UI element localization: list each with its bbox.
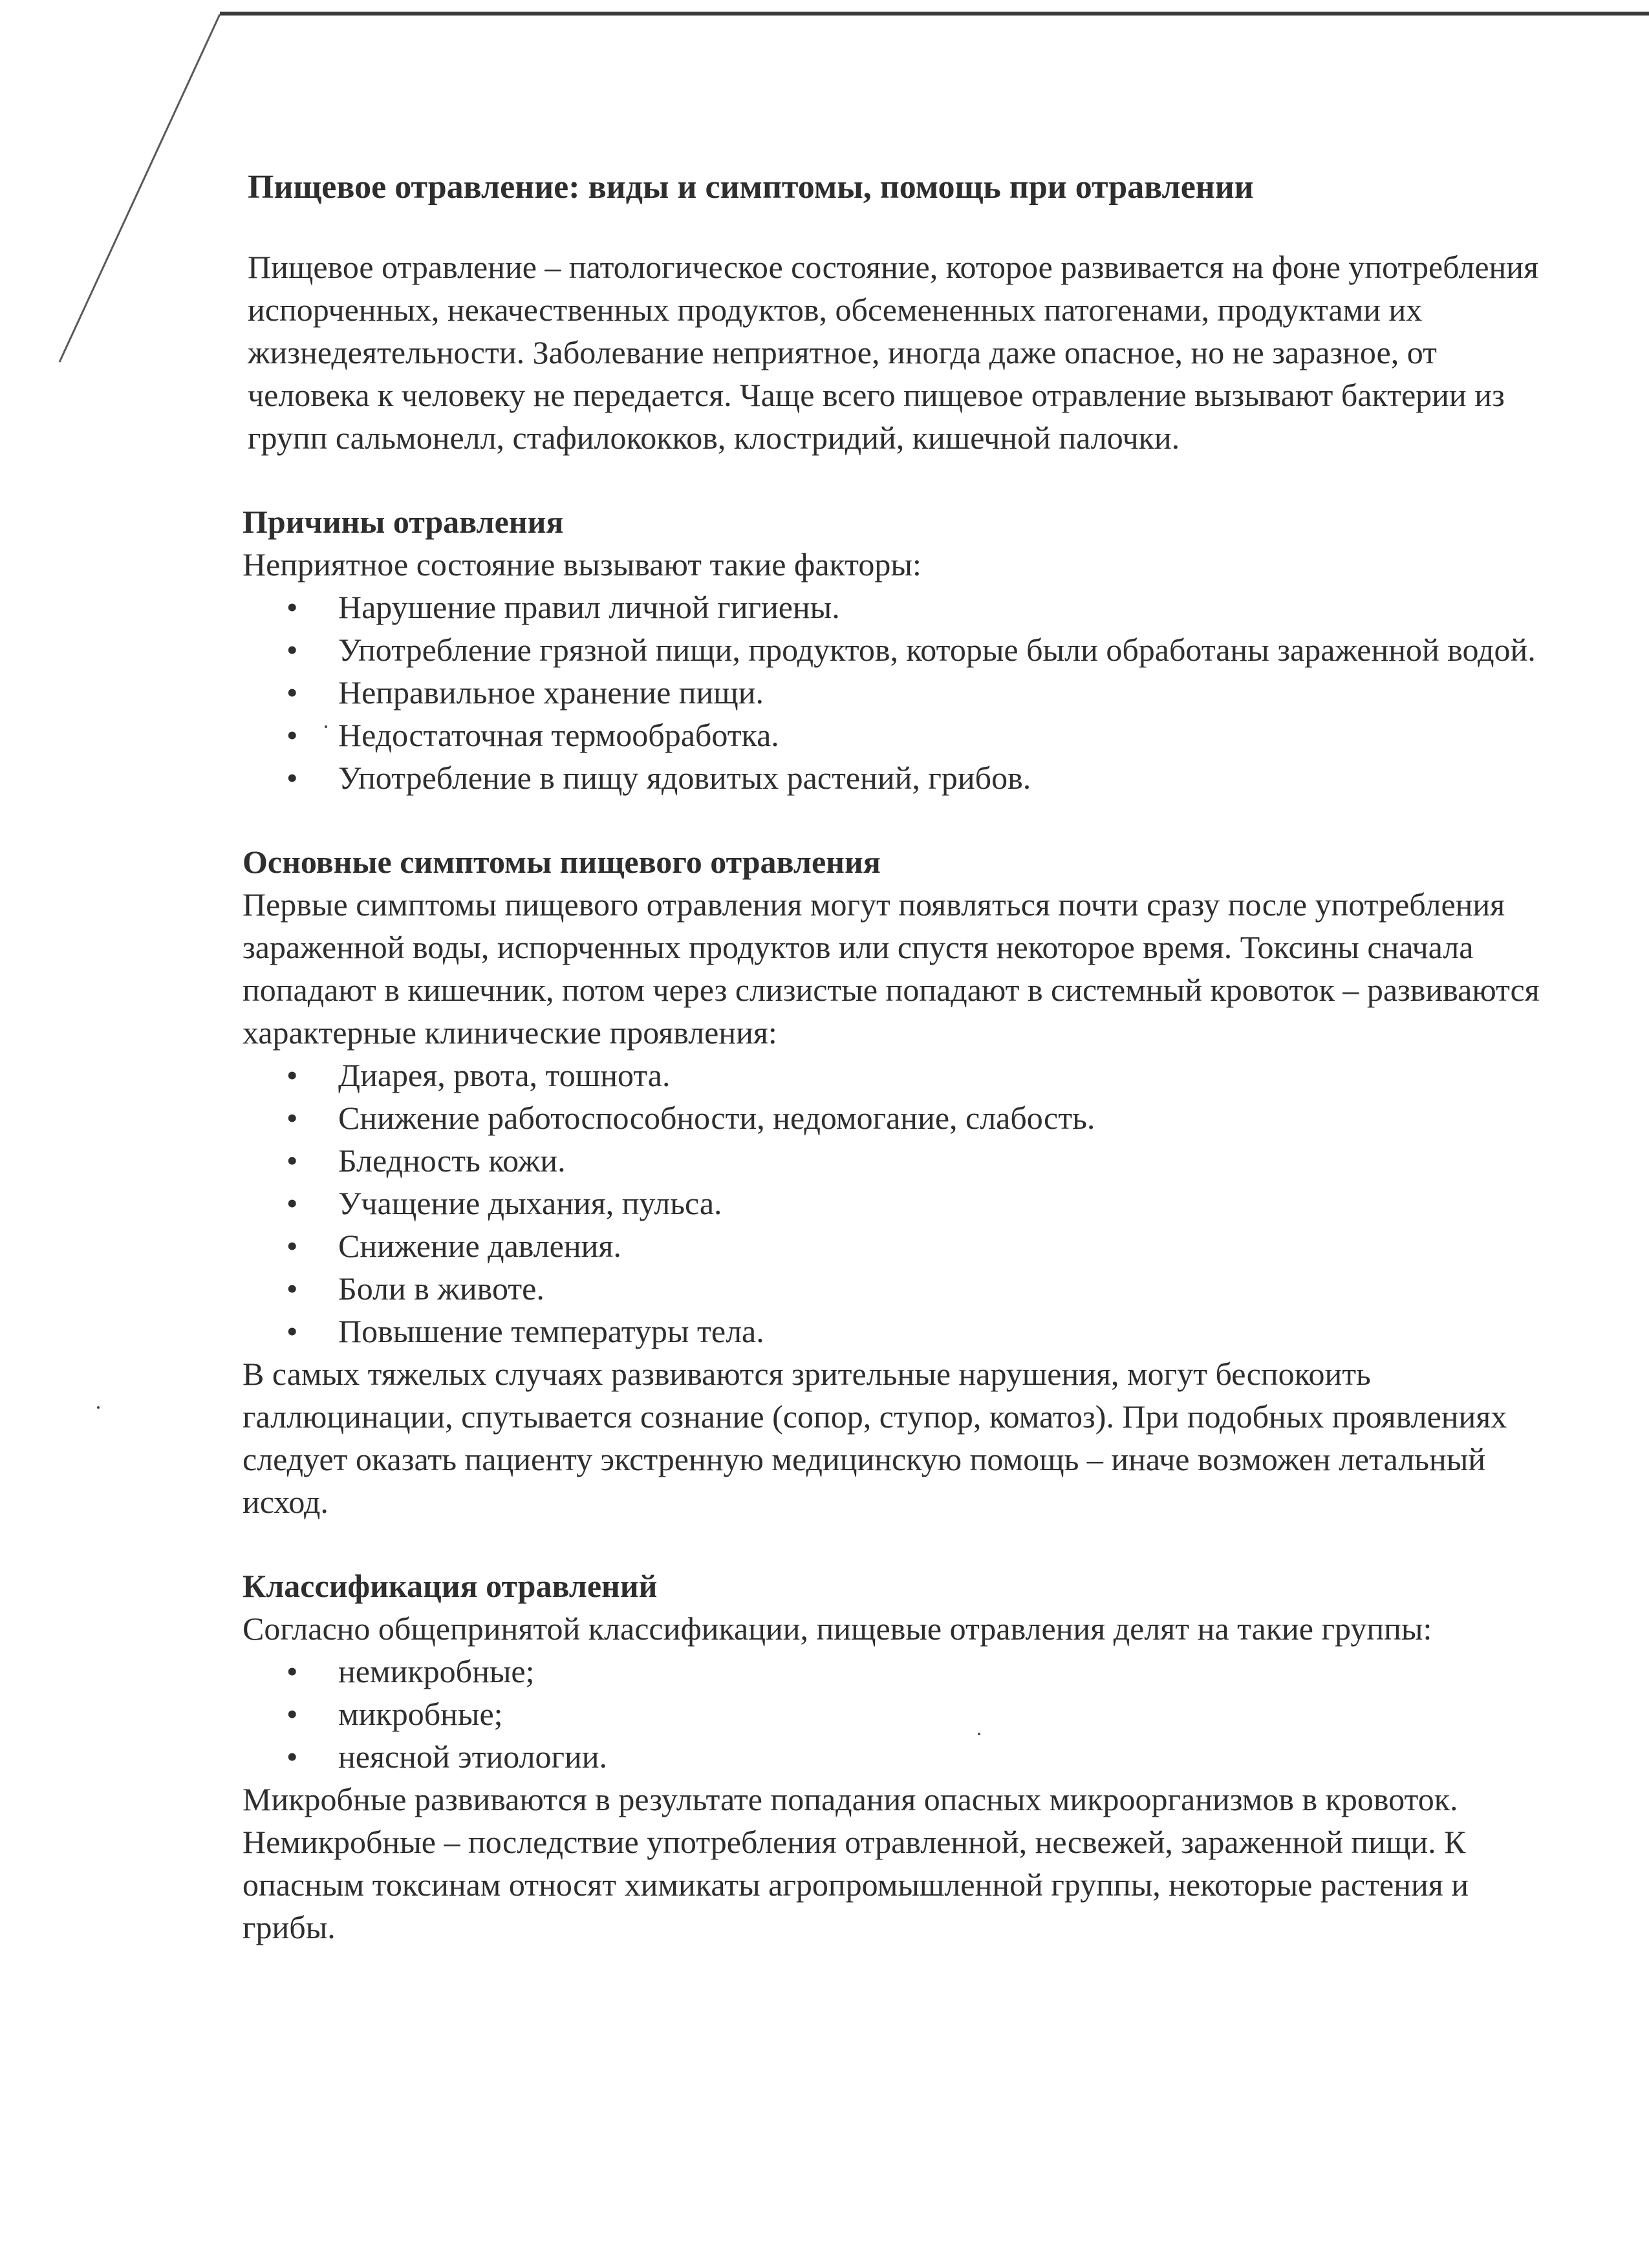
list-item: • Нарушение правил личной гигиены. bbox=[286, 586, 1542, 628]
symptoms-after: В самых тяжелых случаях развиваются зрительные нарушения, могут беспокоить галлюцинации, спутывается сознание (сопор, ступор, коматоз). При подобных проявлениях следует оказать пациенту экстренную медицинскую помощь – иначе возможен летальный исход. bbox=[242, 1356, 1507, 1520]
classification-after: Микробные развиваются в результате попадания опасных микроорганизмов в кровоток. Немикробные – последствие употребления отравленной, несвежей, зараженной пищи. К опасным токсинам относят химикаты агропромышленной группы, некоторые растения и грибы. bbox=[242, 1781, 1469, 1945]
list-item: • Снижение работоспособности, недомогание, слабость. bbox=[286, 1097, 1542, 1139]
section-symptoms bbox=[242, 840, 1542, 1523]
list-item: • Снижение давления. bbox=[286, 1225, 1542, 1267]
list-item: • Боли в животе. bbox=[286, 1267, 1542, 1310]
classification-lead: Согласно общепринятой классификации, пищевые отравления делят на такие группы: bbox=[242, 1610, 1432, 1647]
list-item: • неясной этиологии. bbox=[286, 1735, 1542, 1778]
intro-paragraph: Пищевое отравление – патологическое состояние, которое развивается на фоне употребления испорченных, некачественных продуктов, обсемененных патогенами, продуктами их жизнедеятельности. Заболевание неприятное, иногда даже опасное, но не заразное, от человека к человеку не передается. Чаще всего пищевое отравление вызывают бактерии из групп сальмонелл, стафилококков, клостридий, кишечной палочки. bbox=[248, 249, 1539, 456]
list-item: • Учащение дыхания, пульса. bbox=[286, 1182, 1542, 1225]
list-item: • Недостаточная термообработка. bbox=[286, 714, 1542, 756]
scan-speck bbox=[325, 725, 327, 728]
document-title: Пищевое отравление: виды и симптомы, помощь при отравлении bbox=[248, 169, 1254, 206]
section-classification bbox=[242, 1565, 1542, 1949]
classification-list bbox=[242, 1650, 1542, 1778]
document-body bbox=[242, 165, 1542, 1949]
list-item: • микробные; bbox=[286, 1693, 1542, 1735]
symptoms-lead: Первые симптомы пищевого отравления могут появляться почти сразу после употребления зараженной воды, испорченных продуктов или спустя некоторое время. Токсины сначала попадают в кишечник, потом через слизистые попадают в системный кровоток – развиваются характерные клинические проявления: bbox=[242, 886, 1540, 1051]
list-item: • Употребление в пищу ядовитых растений, грибов. bbox=[286, 756, 1542, 799]
list-item: • Употребление грязной пищи, продуктов, которые были обработаны зараженной водой. bbox=[286, 628, 1542, 671]
list-item: • Неправильное хранение пищи. bbox=[286, 671, 1542, 714]
list-item: • немикробные; bbox=[286, 1650, 1542, 1693]
scan-speck bbox=[97, 1406, 100, 1409]
classification-heading: Классификация отравлений bbox=[242, 1568, 658, 1604]
causes-heading: Причины отравления bbox=[242, 504, 564, 540]
scan-edge-top bbox=[220, 12, 1649, 16]
causes-lead: Неприятное состояние вызывают такие факторы: bbox=[242, 546, 921, 583]
symptoms-heading: Основные симптомы пищевого отравления bbox=[242, 844, 881, 880]
scan-speck bbox=[978, 1733, 980, 1735]
list-item: • Повышение температуры тела. bbox=[286, 1310, 1542, 1353]
causes-list bbox=[242, 586, 1542, 799]
list-item: • Диарея, рвота, тошнота. bbox=[286, 1054, 1542, 1097]
symptoms-list bbox=[242, 1054, 1542, 1353]
section-causes bbox=[242, 500, 1542, 799]
list-item: • Бледность кожи. bbox=[286, 1139, 1542, 1182]
